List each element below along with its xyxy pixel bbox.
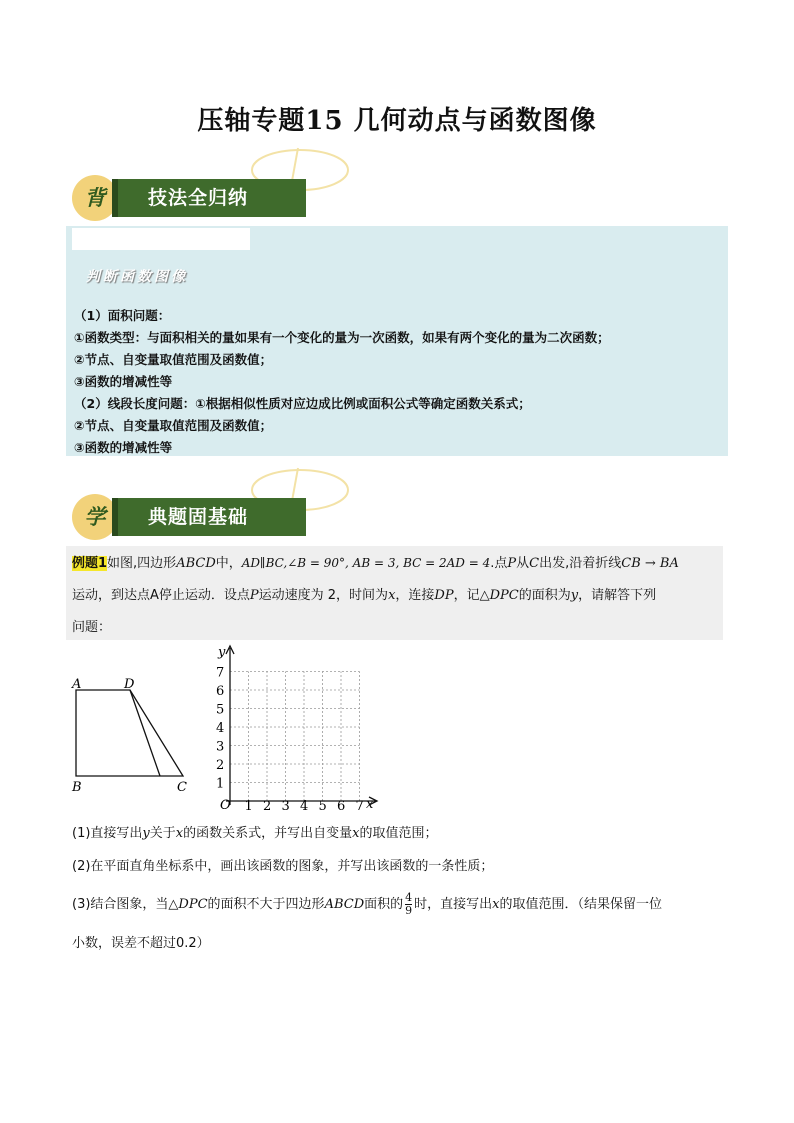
text: 运动速度为 2，时间为 (258, 588, 389, 603)
question-1 (72, 822, 438, 841)
text: ，连接 (395, 588, 435, 603)
math-text: △DPC (479, 588, 519, 603)
example-line-3: 问题： (72, 620, 112, 635)
section-title: 典题固基础 (148, 506, 249, 528)
tick-labels (216, 666, 364, 813)
math-text: y (570, 588, 579, 603)
label-d: D (124, 677, 135, 692)
text: 从 (516, 556, 530, 571)
text: 的取值范围．（结果保留一位 (499, 897, 663, 912)
badge-bar (112, 498, 306, 536)
math-text: C (529, 556, 540, 571)
fraction-denominator: 9 (405, 904, 413, 917)
math-text: DP (434, 588, 454, 603)
math-text: P (507, 556, 517, 571)
text: 如图,四边形 (107, 556, 177, 571)
x-tick-label: 3 (281, 799, 290, 812)
x-tick-label: 1 (244, 799, 253, 812)
text: ，记 (453, 588, 480, 603)
panel-line: （2）线段长度问题：①根据相似性质对应边成比例或面积公式等确定函数关系式； (74, 396, 531, 411)
y-tick-label: 1 (216, 776, 225, 792)
y-tick-label: 2 (216, 758, 225, 773)
x-tick-label: 5 (318, 799, 327, 812)
panel-line: （1）面积问题： (74, 308, 171, 323)
x-tick-label: 6 (337, 799, 346, 812)
example-line-2 (72, 584, 656, 603)
question-2: (2)在平面直角坐标系中，画出该函数的图象，并写出该函数的一条性质； (72, 859, 494, 874)
text: 时，直接写出 (414, 897, 493, 912)
math-text: x (388, 588, 396, 603)
techniques-panel (66, 226, 728, 456)
math-text: ABCD (176, 556, 216, 571)
example-problem (66, 546, 723, 640)
y-axis-label: y (218, 645, 226, 660)
panel-subtitle: 判断函数图像 (86, 269, 188, 285)
label-c: C (177, 780, 187, 795)
math-text: y (142, 826, 150, 841)
example-label: 例题1 (72, 556, 108, 571)
x-tick-label: 7 (355, 799, 364, 812)
question-3-continued: 小数，误差不超过0.2） (72, 936, 210, 951)
origin-label: O (220, 798, 231, 812)
panel-line: ②节点、自变量取值范围及函数值； (74, 352, 273, 367)
math-text: x (492, 897, 500, 912)
text: 面积的 (364, 897, 404, 912)
text: 的面积为 (518, 588, 571, 603)
coordinate-grid (212, 642, 382, 812)
math-text: △DPC (168, 897, 208, 912)
math-condition: AD∥BC,∠B = 90°, AB = 3, BC = 2AD = 4 (241, 556, 491, 570)
text: .点 (490, 556, 508, 571)
grid-lines (230, 672, 360, 802)
panel-tab (72, 228, 250, 250)
badge-char: 背 (84, 186, 106, 210)
y-tick-label: 6 (216, 684, 225, 699)
math-text: x (352, 826, 360, 841)
panel-line: ②节点、自变量取值范围及函数值； (74, 418, 273, 433)
text: 中， (215, 556, 242, 571)
question-3 (72, 892, 662, 917)
section-title: 技法全归纳 (148, 187, 249, 209)
text: 的面积不大于四边形 (207, 897, 325, 912)
math-text: CB → BA (621, 556, 679, 571)
text: 的函数关系式，并写出自变量 (183, 826, 353, 841)
y-tick-label: 7 (216, 665, 225, 681)
panel-line: ③函数的增减性等 (74, 440, 173, 455)
math-text: P (249, 588, 259, 603)
math-text: ABCD (324, 897, 365, 912)
y-tick-label: 4 (216, 721, 225, 736)
text: 的取值范围； (359, 826, 438, 841)
badge-bar (112, 179, 306, 217)
text: (1)直接写出 (72, 826, 143, 841)
quadrilateral-figure (66, 672, 196, 802)
page-title: 压轴专题15 几何动点与函数图像 (197, 106, 597, 136)
x-axis-label: x (366, 797, 374, 812)
text: (3)结合图象，当 (72, 897, 169, 912)
math-text: x (175, 826, 184, 841)
text: ，请解答下列 (578, 588, 657, 603)
x-tick-label: 4 (300, 799, 309, 812)
panel-line: ①函数类型：与面积相关的量如果有一个变化的量为一次函数，如果有两个变化的量为二次函数； (74, 330, 610, 345)
badge-char: 学 (84, 505, 106, 529)
label-a: A (72, 677, 82, 692)
label-b: B (72, 780, 82, 795)
y-tick-label: 5 (216, 702, 225, 718)
fraction (405, 892, 412, 917)
text: 关于 (149, 826, 176, 841)
quadrilateral-abcd (76, 690, 183, 776)
example-line-1 (72, 552, 679, 571)
fraction-numerator: 4 (405, 891, 413, 904)
x-tick-label: 2 (263, 799, 272, 812)
y-tick-label: 3 (216, 739, 225, 755)
text: 运动，到达点A停止运动．设点 (72, 588, 250, 603)
segment-dp (130, 690, 160, 776)
panel-line: ③函数的增减性等 (74, 374, 173, 389)
text: 出发,沿着折线 (539, 556, 622, 571)
